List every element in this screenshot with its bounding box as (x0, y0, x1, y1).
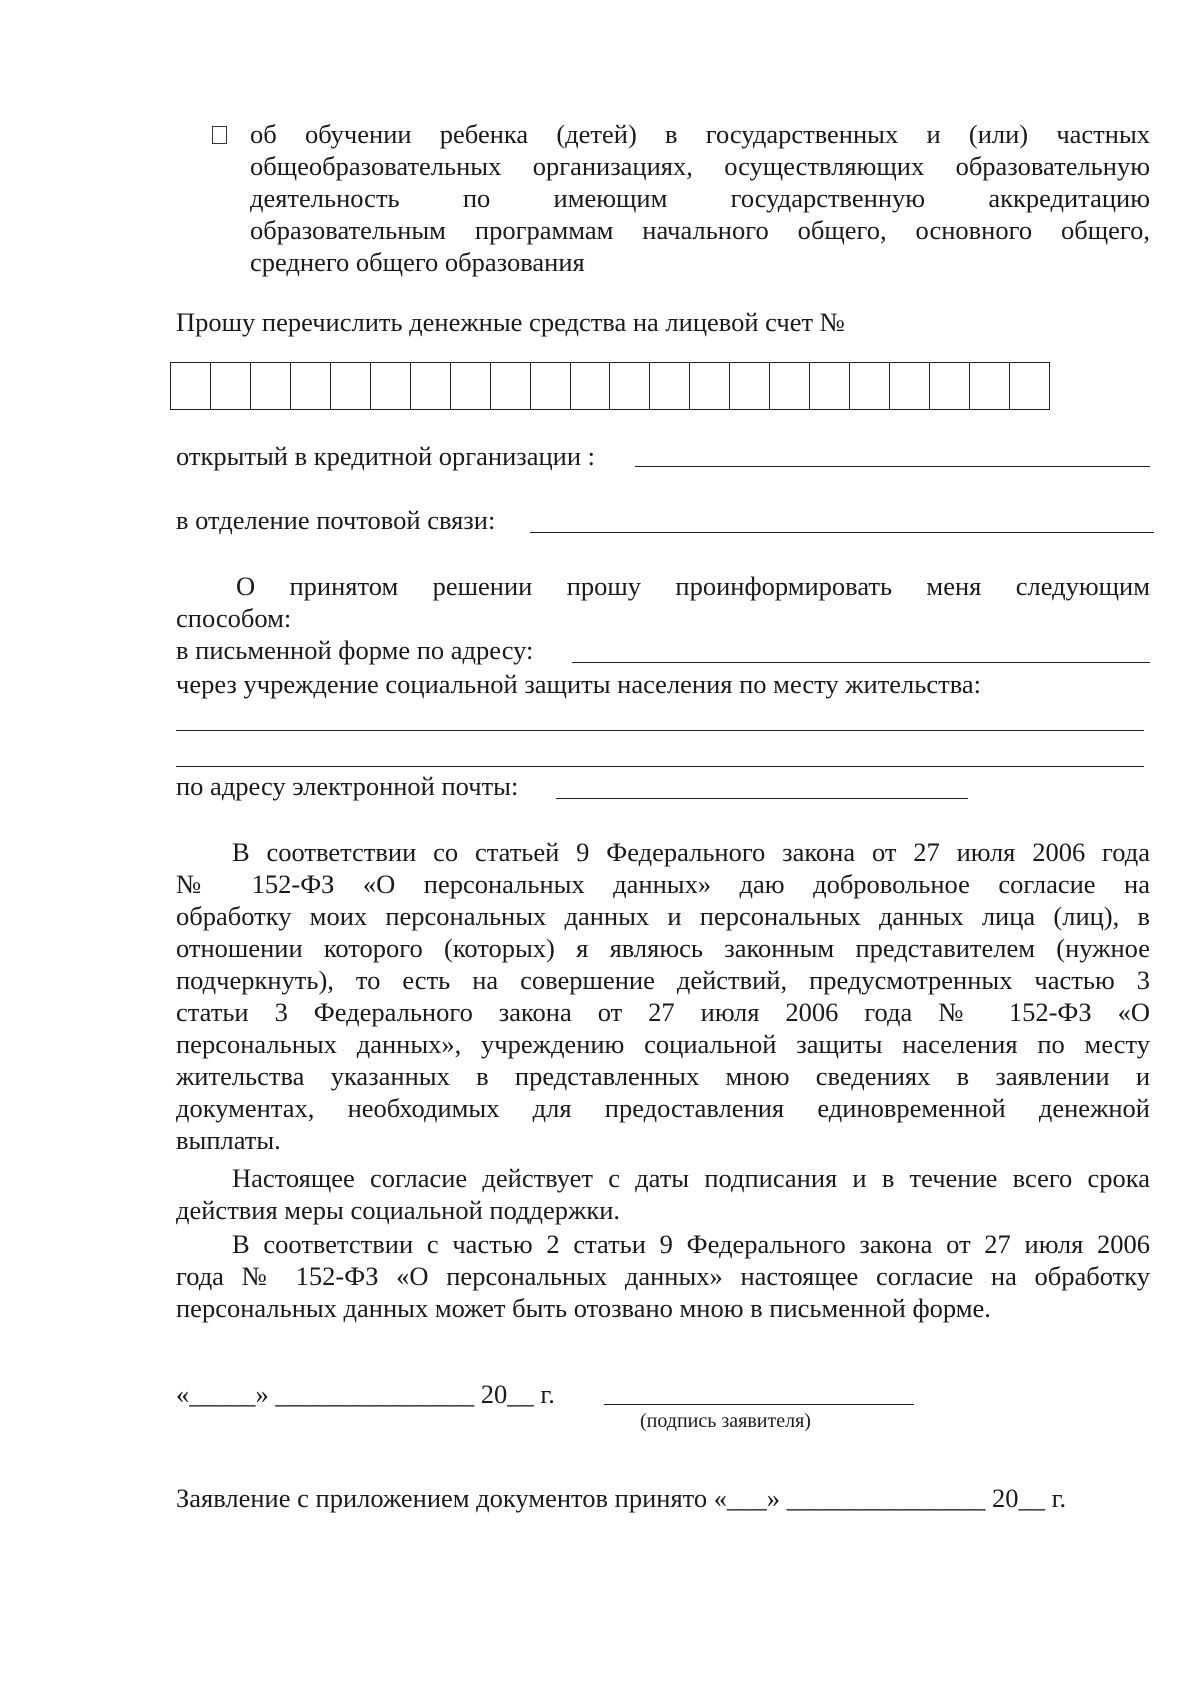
credit-org-field[interactable] (635, 466, 1150, 467)
social-office-field-line1[interactable] (176, 730, 1144, 731)
account-digit-cell[interactable] (531, 363, 571, 409)
consent-line: выплаты. (176, 1125, 281, 1155)
account-number-grid[interactable] (170, 362, 1050, 410)
written-form-label: в письменной форме по адресу: (176, 635, 534, 665)
account-digit-cell[interactable] (810, 363, 850, 409)
account-digit-cell[interactable] (1010, 363, 1049, 409)
post-office-field[interactable] (530, 532, 1154, 533)
consent-line: действия меры социальной поддержки. (176, 1195, 621, 1225)
account-digit-cell[interactable] (411, 363, 451, 409)
education-option-text (250, 118, 1150, 278)
consent-line: статьи 3 Федерального закона от 27 июля 2006 года № 152-ФЗ «О (176, 997, 1150, 1027)
consent-line: жительства указанных в представленных мною сведениях в заявлении и (176, 1061, 1150, 1091)
account-digit-cell[interactable] (650, 363, 690, 409)
email-field[interactable] (556, 798, 968, 799)
option-line: об обучении ребенка (детей) в государственных и (или) частных (250, 119, 1150, 149)
account-digit-cell[interactable] (211, 363, 251, 409)
consent-line: документах, необходимых для предоставления единовременной денежной (176, 1093, 1150, 1123)
account-digit-cell[interactable] (730, 363, 770, 409)
consent-line: отношении которого (которых) я являюсь законным представителем (нужное (176, 933, 1150, 963)
account-digit-cell[interactable] (371, 363, 411, 409)
account-digit-cell[interactable] (331, 363, 371, 409)
option-line: образовательным программам начального общего, основного общего, (250, 215, 1150, 245)
option-line: деятельность по имеющим государственную аккредитацию (250, 183, 1150, 213)
consent-paragraph-1 (176, 836, 1150, 1156)
account-digit-cell[interactable] (850, 363, 890, 409)
account-digit-cell[interactable] (171, 363, 211, 409)
consent-line: обработку моих персональных данных и персональных данных лица (лиц), в (176, 901, 1150, 931)
signature-date-line[interactable]: «_____» _______________ 20__ г. (176, 1379, 555, 1409)
account-digit-cell[interactable] (491, 363, 531, 409)
account-digit-cell[interactable] (930, 363, 970, 409)
consent-paragraph-3 (176, 1228, 1150, 1324)
signature-caption: (подпись заявителя) (640, 1410, 811, 1432)
account-digit-cell[interactable] (571, 363, 611, 409)
account-label: Прошу перечислить денежные средства на лицевой счет № (176, 307, 845, 337)
option-line: среднего общего образования (250, 247, 585, 277)
consent-line: Настоящее согласие действует с даты подписания и в течение всего срока (232, 1163, 1150, 1193)
credit-org-label: открытый в кредитной организации : (176, 441, 596, 471)
application-accepted-line[interactable]: Заявление с приложением документов принято «___» _______________ 20__ г. (176, 1483, 1067, 1513)
written-address-field[interactable] (572, 662, 1150, 663)
inform-intro-cont: способом: (176, 603, 292, 633)
consent-line: В соответствии с частью 2 статьи 9 Федерального закона от 27 июля 2006 (232, 1229, 1150, 1259)
consent-line: подчеркнуть), то есть на совершение действий, предусмотренных частью 3 (176, 965, 1150, 995)
account-digit-cell[interactable] (610, 363, 650, 409)
consent-line: В соответствии со статьей 9 Федерального закона от 27 июля 2006 года (232, 837, 1150, 867)
consent-line: персональных данных», учреждению социальной защиты населения по месту (176, 1029, 1150, 1059)
social-office-field-line2[interactable] (176, 766, 1144, 767)
consent-line: года № 152-ФЗ «О персональных данных» настоящее согласие на обработку (176, 1261, 1150, 1291)
account-digit-cell[interactable] (770, 363, 810, 409)
signature-field[interactable] (604, 1404, 914, 1405)
inform-intro: О принятом решении прошу проинформировать меня следующим (236, 571, 1150, 601)
account-digit-cell[interactable] (451, 363, 491, 409)
account-digit-cell[interactable] (291, 363, 331, 409)
account-digit-cell[interactable] (251, 363, 291, 409)
education-checkbox[interactable] (212, 126, 227, 144)
social-office-label: через учреждение социальной защиты населения по месту жительства: (176, 669, 982, 699)
account-digit-cell[interactable] (890, 363, 930, 409)
option-line: общеобразовательных организациях, осуществляющих образовательную (250, 151, 1150, 181)
account-digit-cell[interactable] (970, 363, 1010, 409)
consent-line: персональных данных может быть отозвано мною в письменной форме. (176, 1293, 991, 1323)
consent-line: № 152-ФЗ «О персональных данных» даю добровольное согласие на (176, 869, 1150, 899)
post-office-label: в отделение почтовой связи: (176, 505, 496, 535)
consent-paragraph-2 (176, 1162, 1150, 1226)
email-label: по адресу электронной почты: (176, 771, 519, 801)
account-digit-cell[interactable] (690, 363, 730, 409)
